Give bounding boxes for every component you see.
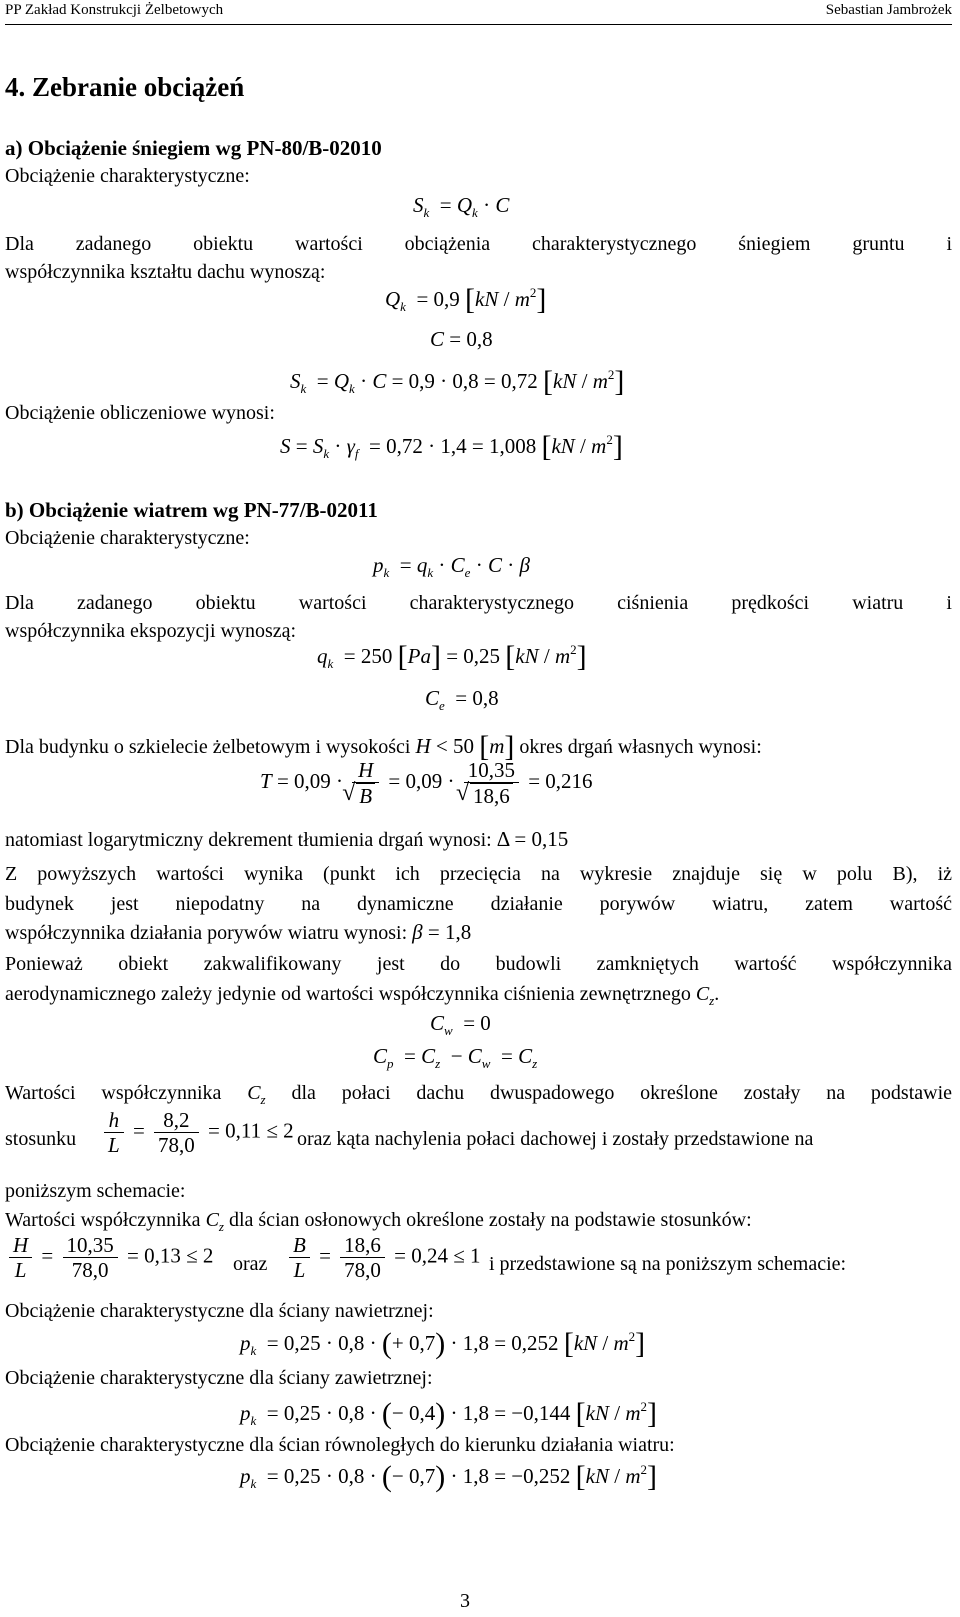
formula-s: $S = S_k \cdot \gamma_f = 0,72 \cdot 1,4 = 1,008$ $[kN / m^2]$ bbox=[280, 430, 623, 463]
page-number: 3 bbox=[460, 1590, 470, 1612]
snow-intro-1: Dla zadanego obiektu wartości obciążenia charakterystycznego śniegiem gruntu i bbox=[5, 233, 952, 255]
formula-pk: $p_k = q_k \cdot C_e \cdot C \cdot \beta$ bbox=[373, 553, 530, 580]
decrement-text: natomiast logarytmiczny dekrement tłumienia drgań wynosi: bbox=[5, 829, 492, 851]
wind-char-label: Obciążenie charakterystyczne: bbox=[5, 527, 250, 549]
roof-ratio-line: stosunku $\frac{h}{L}$ = $\frac{8,2}{78,0}$ = 0,11 ≤ 2 oraz kąta nachylenia połaci dachowej i zostały przedstawione na bbox=[5, 1108, 814, 1157]
zone-line-3: współczynnika działania porywów wiatru wynosi: β = 1,8 bbox=[5, 920, 472, 944]
formula-c: C = 0,8 bbox=[430, 327, 493, 351]
snow-design-label: Obciążenie obliczeniowe wynosi: bbox=[5, 402, 275, 424]
wind-heading: b) Obciążenie wiatrem wg PN-77/B-02011 bbox=[5, 498, 378, 522]
formula-qk-wind: $q_k = 250$ [Pa] = 0,25 $[kN / m^2]$ bbox=[317, 640, 587, 673]
formula-sk: $S_k = Q_k \cdot C$ bbox=[413, 193, 510, 220]
snow-heading: a) Obciążenie śniegiem wg PN-80/B-02010 bbox=[5, 136, 382, 160]
building-pre: Dla budynku o szkielecie żelbetowym i wysokości bbox=[5, 736, 411, 758]
header-right: Sebastian Jambrożek bbox=[825, 2, 952, 18]
formula-ce: $C_e = 0,8$ bbox=[425, 686, 499, 713]
walls-line-1b: dla ścian osłonowych określone zostały na podstawie stosunków: bbox=[228, 1209, 752, 1231]
page-header bbox=[5, 0, 952, 25]
walls-ratio-line: $\frac{H}{L}$ = $\frac{10,35}{78,0}$ = 0,13 ≤ 2 oraz $\frac{B}{L}$ = $\frac{18,6}{78,0}$ = 0,24 ≤ 1 i przedstawione są na poniższym schemacie: bbox=[5, 1233, 952, 1295]
roof-line-1: Wartości współczynnika $C_z$ dla połaci dachu dwuspadowego określone zostały na podstawie bbox=[5, 1082, 953, 1107]
wind-intro-2: współczynnika ekspozycji wynoszą: bbox=[5, 620, 297, 642]
roof-line-1b-text: dla połaci dachu dwuspadowego określone zostały na podstawie bbox=[291, 1082, 953, 1104]
walls-line-1a: Wartości współczynnika bbox=[5, 1209, 201, 1231]
building-line: Dla budynku o szkielecie żelbetowym i wysokości H < 50 [m] okres drgań własnych wynosi: bbox=[5, 730, 762, 763]
formula-leeward: $p_k = 0,25 \cdot 0,8$ · (− 0,4) · 1,8 = −0,144 $[kN / m^2]$ bbox=[240, 1397, 657, 1430]
walls-and: oraz bbox=[233, 1253, 268, 1275]
closed-line-2-text: aerodynamicznego zależy jedynie od wartości współczynnika ciśnienia zewnętrznego bbox=[5, 983, 691, 1005]
windward-label: Obciążenie charakterystyczne dla ściany nawietrznej: bbox=[5, 1300, 434, 1322]
formula-t: T = 0,09 · H √ B = 0,09 · 10,35 √ 18,6 = 0,216 bbox=[260, 758, 593, 808]
walls-line-1: Wartości współczynnika $C_z$ dla ścian osłonowych określone zostały na podstawie stosunków: bbox=[5, 1209, 752, 1234]
snow-intro-2: współczynnika kształtu dachu wynoszą: bbox=[5, 261, 326, 283]
decrement-line: natomiast logarytmiczny dekrement tłumienia drgań wynosi: Δ = 0,15 bbox=[5, 827, 569, 851]
formula-cp: $C_p = C_z - C_w = C_z$ bbox=[373, 1044, 538, 1071]
zone-line-3-text: współczynnika działania porywów wiatru wynosi: bbox=[5, 922, 408, 944]
roof-ratio-label: stosunku bbox=[5, 1128, 77, 1150]
roof-line-3: poniższym schemacie: bbox=[5, 1180, 186, 1202]
roof-ratio-post: oraz kąta nachylenia połaci dachowej i zostały przedstawione na bbox=[297, 1128, 814, 1150]
wind-intro-1: Dla zadanego obiektu wartości charakterystycznego ciśnienia prędkości wiatru i bbox=[5, 592, 952, 614]
zone-line-2: budynek jest niepodatny na dynamiczne działanie porywów wiatru, zatem wartość bbox=[5, 893, 952, 915]
building-post: okres drgań własnych wynosi: bbox=[519, 736, 762, 758]
formula-windward: $p_k = 0,25 \cdot 0,8$ · (+ 0,7) · 1,8 = 0,252 $[kN / m^2]$ bbox=[240, 1327, 646, 1360]
closed-line-2: aerodynamicznego zależy jedynie od wartości współczynnika ciśnienia zewnętrznego $C_z$. bbox=[5, 983, 720, 1008]
roof-line-1-text: Wartości współczynnika bbox=[5, 1082, 222, 1104]
snow-char-label: Obciążenie charakterystyczne: bbox=[5, 165, 250, 187]
section-title: 4. Zebranie obciążeń bbox=[5, 72, 245, 102]
formula-cw: $C_w = 0$ bbox=[430, 1011, 491, 1038]
formula-qk: $Q_k = 0,9$ $[kN / m^2]$ bbox=[385, 283, 547, 316]
parallel-label: Obciążenie charakterystyczne dla ścian równoległych do kierunku działania wiatru: bbox=[5, 1434, 675, 1456]
walls-post: i przedstawione są na poniższym schemacie: bbox=[489, 1253, 847, 1275]
leeward-label: Obciążenie charakterystyczne dla ściany zawietrznej: bbox=[5, 1367, 433, 1389]
header-left: PP Zakład Konstrukcji Żelbetowych bbox=[5, 2, 224, 18]
formula-parallel: $p_k = 0,25 \cdot 0,8$ · (− 0,7) · 1,8 = −0,252 $[kN / m^2]$ bbox=[240, 1460, 657, 1493]
closed-line-1: Ponieważ obiekt zakwalifikowany jest do budowli zamkniętych wartość współczynnika bbox=[5, 953, 952, 975]
zone-line-1: Z powyższych wartości wynika (punkt ich przecięcia na wykresie znajduje się w polu B), iż bbox=[5, 863, 952, 885]
formula-sk-value: $S_k = Q_k \cdot C = 0,9 \cdot 0,8 = 0,72$ $[kN / m^2]$ bbox=[290, 365, 625, 398]
